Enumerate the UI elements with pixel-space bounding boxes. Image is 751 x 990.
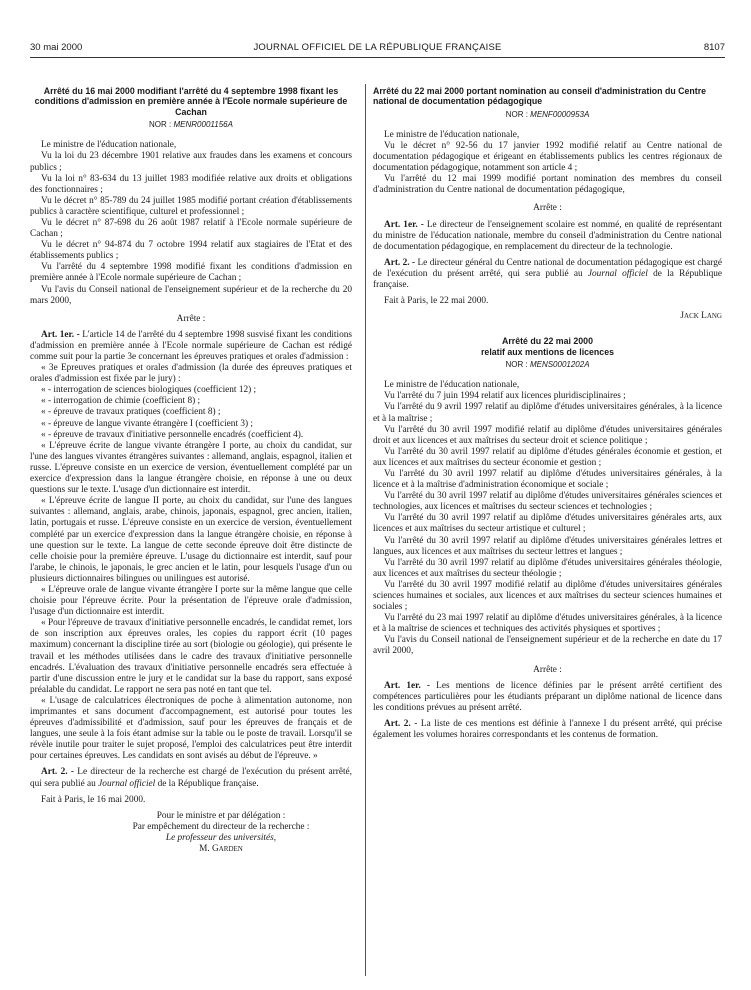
preamble-paragraph: Vu l'arrêté du 30 avril 1997 relatif au diplôme d'études universitaires générales lettres et langues, aux licences et aux maîtrises du secteur lettres et langues ; xyxy=(373,535,722,557)
article-label: Art. 2. - xyxy=(384,718,418,729)
article-text: de la République française. xyxy=(157,778,259,789)
article-list-item: « - interrogation de sciences biologiques (coefficient 12) ; xyxy=(41,385,257,396)
title-line: relatif aux mentions de licences xyxy=(481,346,614,357)
article-paragraph: « L'usage de calculatrices électroniques de poche à alimentation autonome, non imprimantes et sans document d'accompagnement, est autorisé pour toutes les épreuves d'admissibilité et d'admission, sauf pour les épreuves de français et de langues, une seule à la fois étant admise sur la table ou le poste de travail. Lorsqu'il se révèle inutile pour traiter le sujet proposé, l'emploi des calculatrices peut être interdit pour certaines épreuves. Les candidats en sont avisés au début de l'épreuve. » xyxy=(30,695,352,762)
nor-code: MENR0001156A xyxy=(173,120,233,130)
article-list-item: « - épreuve de travaux pratiques (coefficient 8) ; xyxy=(41,407,221,418)
right1-arrete-heading: Arrête : xyxy=(533,203,562,214)
preamble-paragraph: Vu l'arrêté du 4 septembre 1998 modifié fixant les conditions d'admission en première année à l'Ecole normale supérieure de Cachan ; xyxy=(30,262,352,284)
right-decree-1 xyxy=(373,86,722,322)
preamble-paragraph: Vu le décret n° 92-56 du 17 janvier 1992 modifié relatif au Centre national de documentation pédagogique et érigeant en établissements publics les centres régionaux de documentation pédagogique, notamment son article 4 ; xyxy=(373,141,722,174)
article-label: Art. 1er. - xyxy=(384,219,424,230)
left-signature-block xyxy=(90,811,352,855)
preamble-paragraph: Vu la loi du 23 décembre 1901 relative aux fraudes dans les examens et concours publics ; xyxy=(30,151,352,173)
article-label: Art. 2. - xyxy=(41,767,74,778)
preamble-paragraph: Vu l'arrêté du 30 avril 1997 modifié relatif au diplôme d'études universitaires générales sciences humaines et sociales, aux licences et aux maîtrises du secteur sciences humaines et sociales ; xyxy=(373,579,722,613)
header-rule xyxy=(30,57,725,58)
preamble-paragraph: Vu l'arrêté du 12 mai 1999 modifié portant nomination des membres du conseil d'administration du Centre national de documentation pédagogique, xyxy=(373,174,722,196)
article-label: Art. 1er. - xyxy=(41,329,80,340)
article-paragraph: « 3e Epreuves pratiques et orales d'admission (la durée des épreuves pratiques et orales d'admission est fixée par le jury) : xyxy=(30,363,352,385)
article-text: Le directeur général du Centre national de documentation pédagogique est chargé de l'exécution du présent arrêté, qui sera publié au xyxy=(373,257,723,279)
signature-name: M. Garden xyxy=(199,844,243,855)
preamble-paragraph: Le ministre de l'éducation nationale, xyxy=(41,140,177,151)
preamble-paragraph: Vu l'arrêté du 23 mai 1997 relatif au diplôme d'études universitaires générales, à la licence et à la maîtrise de sciences et techniques des activités physiques et sportives ; xyxy=(373,613,722,635)
right1-article-2 xyxy=(373,258,722,291)
preamble-paragraph: Vu l'arrêté du 9 avril 1997 relatif au diplôme d'études universitaires générales, à la licence et à la maîtrise ; xyxy=(373,402,722,424)
article-list-item: « - épreuve de langue vivante étrangère I (coefficient 3) ; xyxy=(41,418,253,429)
right2-nor xyxy=(373,359,722,370)
right1-article-1 xyxy=(373,220,722,253)
article-text: La liste de ces mentions est définie à l'annexe I du présent arrêté, qui précise également les volumes horaires correspondants et les contenus de formation. xyxy=(373,718,723,741)
right1-fait: Fait à Paris, le 22 mai 2000. xyxy=(384,296,489,307)
nor-label: NOR : xyxy=(505,360,528,370)
preamble-paragraph: Vu l'arrêté du 30 avril 1997 relatif au diplôme d'études générales économie et gestion, et aux licences et aux maîtrises du secteur économie et gestion ; xyxy=(373,446,722,468)
right1-signature: Jack Lang xyxy=(680,311,722,322)
journal-officiel-ref: Journal officiel xyxy=(587,268,648,279)
title-line: Arrêté du 22 mai 2000 xyxy=(502,336,593,347)
article-text: Les mentions de licence définies par le présent arrêté certifient des compétences particulières pour les étudiants préparant un diplôme national de licence dans les conditions prévues au présent arrêté. xyxy=(373,680,722,713)
article-label: Art. 2. - xyxy=(384,257,416,268)
preamble-paragraph: Vu le décret n° 85-789 du 24 juillet 1985 modifié portant création d'établissements publics à caractère scientifique, culturel et professionnel ; xyxy=(30,195,352,217)
preamble-paragraph: Vu l'arrêté du 30 avril 1997 relatif au diplôme d'études universitaires générales, à la licence et à la maîtrise d'administration économique et sociale ; xyxy=(373,468,722,491)
right2-arrete-heading: Arrête : xyxy=(533,664,562,675)
article-text: Le directeur de l'enseignement scolaire est nommé, en qualité de représentant du ministre de l'éducation nationale, membre du conseil d'administration du Centre national de documentation pédagogique, en remplacement du directeur de la technologie. xyxy=(373,219,722,252)
nor-label: NOR : xyxy=(505,109,528,119)
signature-line: Pour le ministre et par délégation : xyxy=(156,810,286,821)
preamble-paragraph: Vu le décret n° 87-698 du 26 août 1987 relatif à l'Ecole normale supérieure de Cachan ; xyxy=(30,217,352,240)
article-paragraph: « L'épreuve écrite de langue II porte, au choix du candidat, sur l'une des langues suivantes : allemand, anglais, arabe, chinois, japonais, espagnol, grec ancien, italien, latin, portugais et russe. L'épreuve consiste en un exercice de version, éventuellement complété par un exercice d'expression dans la langue étrangère choisie, en réponse à une question sur le texte. La langue de cette seconde épreuve doit être distincte de celle choisie pour la première épreuve. L'usage du dictionnaire est interdit, sauf pour l'arabe, le chinois, le japonais, le grec ancien et le latin, pour lesquels l'usage d'un ou plusieurs dictionnaires bilingues ou unilingues est autorisé. xyxy=(30,496,352,584)
right-column xyxy=(373,86,722,741)
preamble-paragraph: Vu l'arrêté du 30 avril 1997 relatif au diplôme d'études universitaires générales sciences et technologies, aux licences et maîtrises du secteur sciences et technologies ; xyxy=(373,491,722,513)
preamble-paragraph: Vu le décret n° 94-874 du 7 octobre 1994 relatif aux stagiaires de l'Etat et des établissements publics ; xyxy=(30,240,352,262)
preamble-paragraph: Vu l'arrêté du 7 juin 1994 relatif aux licences pluridisciplinaires ; xyxy=(384,391,626,402)
article-paragraph: « L'épreuve orale de langue vivante étrangère I porte sur la même langue que celle choisie pour l'épreuve écrite. Pour la présentation de l'épreuve orale d'admission, l'usage d'un dictionnaire est interdit. xyxy=(30,584,352,618)
right1-nor xyxy=(373,109,722,120)
nor-label: NOR : xyxy=(149,120,172,130)
preamble-paragraph: Le ministre de l'éducation nationale, xyxy=(384,129,520,140)
left-nor xyxy=(30,119,352,130)
article-list-item: « - interrogation de chimie (coefficient 8) ; xyxy=(41,396,201,407)
header-page-number: 8107 xyxy=(703,42,725,53)
article-text: L'article 14 de l'arrêté du 4 septembre 1998 susvisé fixant les conditions d'admission en première année à l'Ecole normale supérieure de Cachan est rédigé comme suit pour la partie 3e concernant les épreuves pratiques et orales d'admission : xyxy=(30,329,353,362)
header-journal-title: JOURNAL OFFICIEL DE LA RÉPUBLIQUE FRANÇAISE xyxy=(253,42,502,53)
preamble-paragraph: Vu l'arrêté du 30 avril 1997 modifié relatif au diplôme d'études universitaires générales droit et aux licences et aux maîtrises du secteur droit et science politique ; xyxy=(373,424,722,446)
right2-article-2 xyxy=(373,719,722,741)
signature-line: Par empêchement du directeur de la recherche : xyxy=(132,821,310,832)
signature-title: Le professeur des universités, xyxy=(165,832,277,843)
left-column xyxy=(30,86,352,855)
nor-code: MENS0001202A xyxy=(529,360,590,370)
left-preamble xyxy=(30,140,352,306)
preamble-paragraph: Le ministre de l'éducation nationale, xyxy=(384,380,520,391)
page-header xyxy=(30,42,725,56)
nor-code: MENF0000953A xyxy=(530,109,590,119)
article-text: Le directeur de la recherche est chargé de l'exécution du présent arrêté, qui sera publié au xyxy=(30,767,352,789)
preamble-paragraph: Vu la loi n° 83-634 du 13 juillet 1983 modifiée relative aux droits et obligations des fonctionnaires ; xyxy=(30,173,352,195)
article-paragraph: « Pour l'épreuve de travaux d'initiative personnelle encadrés, le candidat remet, lors de son inscription aux épreuves orales, les copies du rapport écrit (10 pages maximum) concernant la discipline tirée au sort (biologie ou géologie), qui présente le travail et les méthodes utilisées dans le cadre des travaux d'initiative personnelle encadrés. L'évaluation des travaux d'initiative personnelle encadrés sera effectuée à partir d'une discussion entre le jury et le candidat sur la base du rapport, sans exposé préalable du candidat. Le rapport ne sera pas noté en tant que tel. xyxy=(30,618,352,695)
preamble-paragraph: Vu l'avis du Conseil national de l'enseignement supérieur et de la recherche en date du 17 avril 2000, xyxy=(373,635,722,657)
preamble-paragraph: Vu l'arrêté du 30 avril 1997 relatif au diplôme d'études universitaires générales arts, aux licences et aux maîtrises du secteur artistique et culturel ; xyxy=(373,513,722,535)
journal-officiel-ref: Journal officiel xyxy=(98,778,156,789)
header-date: 30 mai 2000 xyxy=(30,42,83,53)
column-divider xyxy=(365,84,366,976)
left-article-2 xyxy=(30,767,352,789)
article-label: Art. 1er. - xyxy=(384,680,430,691)
right2-article-1 xyxy=(373,681,722,714)
left-fait: Fait à Paris, le 16 mai 2000. xyxy=(41,794,146,805)
right-decree-2 xyxy=(373,336,722,741)
article-list-item: « - épreuve de travaux d'initiative personnelle encadrés (coefficient 4). xyxy=(41,429,304,440)
left-article-1 xyxy=(30,330,352,363)
preamble-paragraph: Vu l'arrêté du 30 avril 1997 relatif au diplôme d'études universitaires générales théologie, aux licences et aux maîtrises du secteur théologie ; xyxy=(373,557,722,579)
left-arrete-heading: Arrête : xyxy=(176,313,206,324)
right2-decree-title xyxy=(373,336,722,357)
left-decree-title: Arrêté du 16 mai 2000 modifiant l'arrêté du 4 septembre 1998 fixant les conditions d'admission en première année à l'Ecole normale supérieure de Cachan xyxy=(34,86,348,117)
preamble-paragraph: Vu l'avis du Conseil national de l'enseignement supérieur et de la recherche du 20 mars 2000, xyxy=(30,284,352,306)
article-text: de la République française. xyxy=(373,268,723,291)
article-paragraph: « L'épreuve écrite de langue vivante étrangère I porte, au choix du candidat, sur l'une des langues vivantes étrangères suivantes : allemand, anglais, espagnol, italien et russe. L'épreuve consiste en un exercice de version, éventuellement complété par un exercice d'expression dans la langue étrangère choisie, en réponse à une ou deux questions sur le texte. L'usage d'un dictionnaire est interdit. xyxy=(30,440,352,496)
right1-decree-title: Arrêté du 22 mai 2000 portant nomination au conseil d'administration du Centre national de documentation pédagogique xyxy=(373,86,707,107)
